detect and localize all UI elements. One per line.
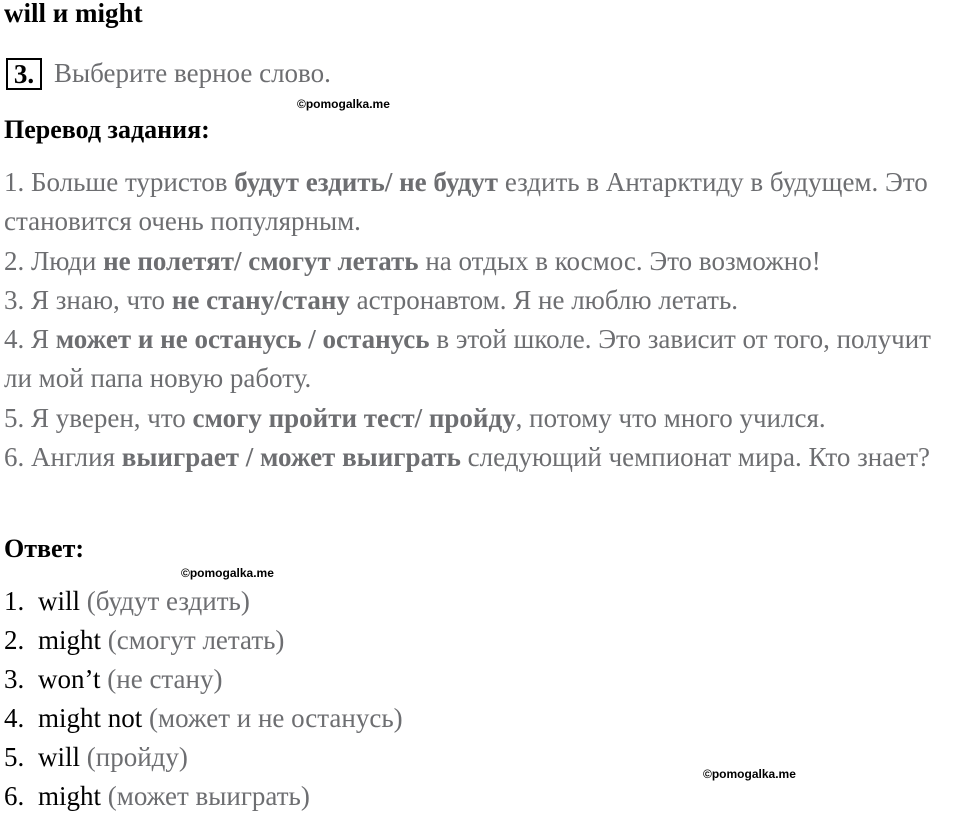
translation-item: 6. Англия выиграет / может выиграть следующий чемпионат мира. Кто знает?	[4, 442, 930, 473]
answer-heading: Ответ:	[4, 534, 85, 563]
answer-item: 2. might (смогут летать)	[4, 625, 285, 655]
answer-item: 1. will (будут ездить)	[4, 586, 250, 616]
translation-item: 2. Люди не полетят/ смогут летать на отдых в космос. Это возможно!	[4, 245, 821, 276]
page-title: will и might	[4, 0, 143, 28]
task-instruction: Выберите верное слово.	[54, 58, 331, 88]
translation-item: 3. Я знаю, что не стану/стану астронавтом. Я не люблю летать.	[4, 284, 739, 315]
answer-item: 5. will (пройду)	[4, 742, 188, 772]
answer-list	[4, 582, 403, 816]
watermark: ©pomogalka.me	[703, 767, 796, 781]
answer-item: 3. won’t (не стану)	[4, 664, 223, 694]
answer-item: 6. might (может выиграть)	[4, 781, 310, 811]
translation-item: 4. Я может и не останусь / останусь в этой школе. Это зависит от того, получит ли мой папа новую работу.	[4, 324, 931, 394]
watermark: ©pomogalka.me	[181, 566, 274, 580]
translation-item: 1. Больше туристов будут ездить/ не будут ездить в Антарктиду в будущем. Это становится очень популярным.	[4, 167, 928, 237]
task-number-box: 3.	[6, 58, 42, 90]
watermark: ©pomogalka.me	[297, 97, 390, 111]
translation-list	[4, 163, 954, 477]
translation-item: 5. Я уверен, что смогу пройти тест/ пройду, потому что много учился.	[4, 402, 826, 433]
answer-item: 4. might not (может и не останусь)	[4, 703, 403, 733]
translation-heading: Перевод задания:	[4, 115, 210, 144]
